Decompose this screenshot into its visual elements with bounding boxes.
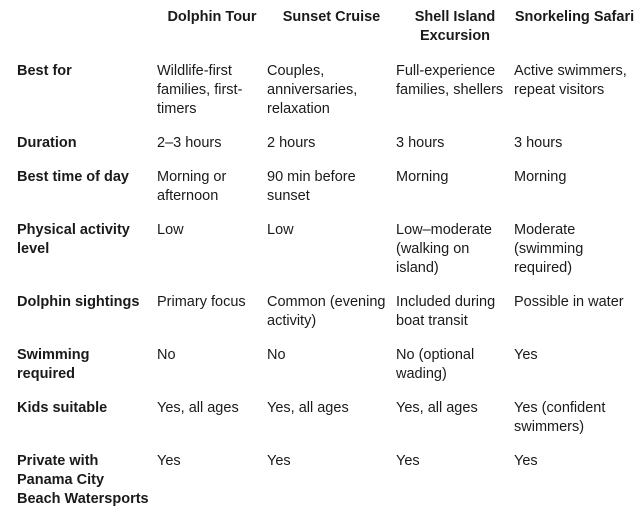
table-cell: Full-experience families, shellers [396,63,504,98]
table-cell: Morning [396,169,449,185]
table-cell: No (optional wading) [396,347,475,382]
table-row [8,134,635,168]
table-cell: Possible in water [514,294,624,310]
table-row [8,346,635,399]
header-dolphin-tour: Dolphin Tour [167,9,257,25]
table-row [8,399,635,452]
table-row [8,452,635,524]
header-empty-cell [8,8,157,62]
row-label-dolphin-sightings: Dolphin sightings [17,294,140,310]
table-cell: Included during boat transit [396,294,496,329]
table-cell: Low–moderate (walking on island) [396,222,492,276]
table-cell: Couples, anniversaries, relaxation [267,63,358,117]
table-row [8,168,635,221]
table-row [8,293,635,346]
table-cell: Morning or afternoon [157,169,227,204]
table-cell: Active swimmers, repeat visitors [514,63,627,98]
table-cell: Yes [514,453,538,469]
table-cell: 90 min before sunset [267,169,356,204]
header-row [8,8,635,62]
table-cell: Morning [514,169,567,185]
table-cell: No [267,347,286,363]
table-cell: Low [157,222,184,238]
table-cell: No [157,347,176,363]
row-label-duration: Duration [17,135,77,151]
tour-comparison-table [8,8,635,524]
table-cell: Common (evening activity) [267,294,386,329]
table-cell: Primary focus [157,294,246,310]
table-cell: Yes (confident swimmers) [514,400,606,435]
table-cell: Yes, all ages [267,400,349,416]
table-cell: Yes, all ages [157,400,239,416]
row-label-swimming-required: Swimming required [17,347,90,382]
row-label-physical-activity: Physical activity level [17,222,130,257]
table-cell: Yes [514,347,538,363]
table-cell: Moderate (swimming required) [514,222,584,276]
header-snorkeling-safari: Snorkeling Safari [514,9,635,25]
table-cell: 2–3 hours [157,135,222,151]
row-label-kids-suitable: Kids suitable [17,400,108,416]
table-cell: 3 hours [514,135,563,151]
header-shell-island-excursion: Shell Island Excursion [414,9,496,44]
table-cell: Low [267,222,294,238]
table-cell: Yes [267,453,291,469]
table-cell: 2 hours [267,135,316,151]
table-cell: Wildlife-first families, first-timers [157,63,243,117]
table-cell: 3 hours [396,135,445,151]
table-row [8,221,635,293]
table-cell: Yes [157,453,181,469]
table-row [8,62,635,134]
table-cell: Yes [396,453,420,469]
row-label-private-booking: Private with Panama City Beach Watersports [17,453,149,507]
header-sunset-cruise: Sunset Cruise [282,9,381,25]
table-cell: Yes, all ages [396,400,478,416]
row-label-best-for: Best for [17,63,72,79]
row-label-best-time: Best time of day [17,169,129,185]
